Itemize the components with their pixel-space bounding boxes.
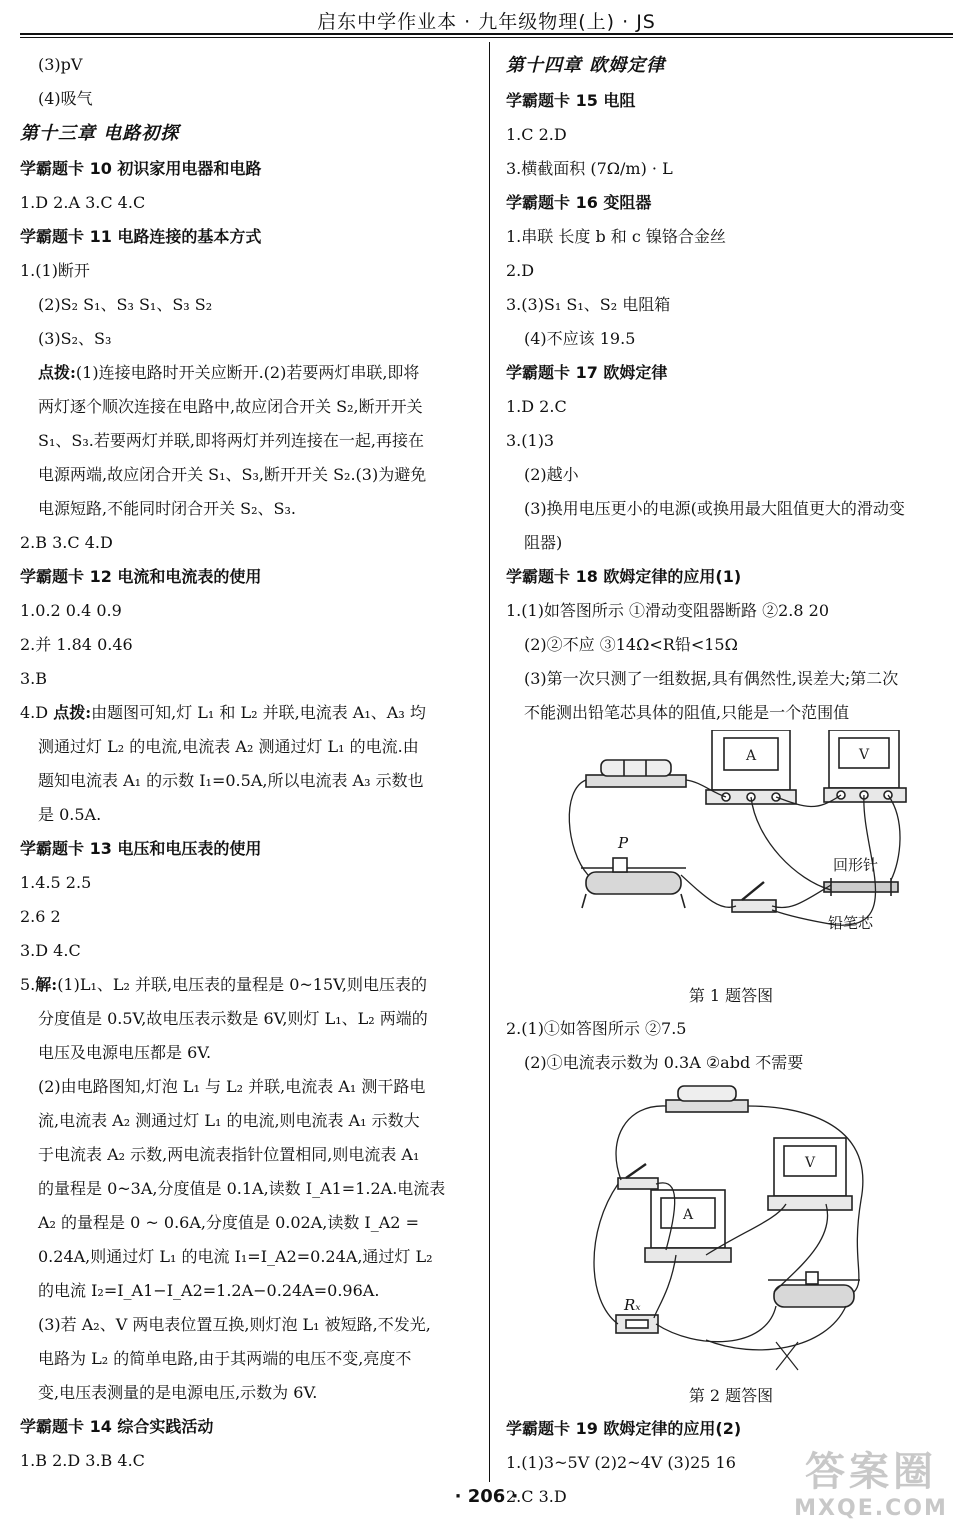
resistor-rx-icon bbox=[616, 1315, 658, 1333]
answer-line: (3)换用电压更小的电源(或换用最大阻值更大的滑动变 bbox=[524, 499, 905, 518]
answer-line: 2.D bbox=[506, 261, 535, 280]
figure-1-caption: 第 1 题答图 bbox=[688, 986, 774, 1005]
answer-line: (3)第一次只测了一组数据,具有偶然性,误差大;第二次 bbox=[524, 669, 899, 688]
answer-line: 3.(1)3 bbox=[506, 431, 555, 450]
voltmeter-icon bbox=[824, 730, 906, 802]
answer-line: 1.(1)如答图所示 ①滑动变阻器断路 ②2.8 20 bbox=[506, 601, 829, 620]
answer-line: 1.D 2.A 3.C 4.C bbox=[20, 193, 146, 212]
answer-line: 3.横截面积 (7Ω/m) · L bbox=[506, 159, 673, 178]
svg-text:V: V bbox=[804, 1155, 816, 1171]
answer-line: 3.(3)S₁ S₁、S₂ 电阻箱 bbox=[506, 295, 671, 314]
answer-line: 1.串联 长度 b 和 c 镍铬合金丝 bbox=[506, 227, 726, 246]
section-heading: 学霸题卡 19 欧姆定律的应用(2) bbox=[506, 1419, 742, 1438]
answer-line: 流,电流表 A₂ 测通过灯 L₁ 的电流,则电流表 A₁ 示数大 bbox=[38, 1111, 420, 1130]
lead-in: 解: bbox=[35, 975, 58, 994]
voltmeter-icon bbox=[768, 1138, 852, 1210]
answer-line: 两灯逐个顺次连接在电路中,故应闭合开关 S₂,断开开关 bbox=[38, 397, 423, 416]
answer-line: (3)S₂、S₃ bbox=[38, 329, 112, 348]
answer-line: 测通过灯 L₂ 的电流,电流表 A₂ 测通过灯 L₁ 的电流.由 bbox=[38, 737, 419, 756]
answer-line: 1.(1)断开 bbox=[20, 261, 90, 280]
section-heading: 学霸题卡 14 综合实践活动 bbox=[20, 1417, 214, 1436]
answer-line: 不能测出铅笔芯具体的阻值,只能是一个范围值 bbox=[524, 703, 850, 722]
answer-line: (2)越小 bbox=[524, 465, 579, 484]
answer-line: (2)S₂ S₁、S₃ S₁、S₃ S₂ bbox=[38, 295, 213, 314]
answer-line: S₁、S₃.若要两灯并联,即将两灯并列连接在一起,再接在 bbox=[38, 431, 425, 450]
answer-line: 3.B bbox=[20, 669, 48, 688]
section-heading: 学霸题卡 17 欧姆定律 bbox=[506, 363, 668, 382]
answer-line: 的电流 I₂=I_A1−I_A2=1.2A−0.24A=0.96A. bbox=[38, 1281, 380, 1300]
answer-line: 点拨:(1)连接电路时开关应断开.(2)若要两灯串联,即将 bbox=[38, 363, 420, 382]
answer-line: (4)不应该 19.5 bbox=[524, 329, 636, 348]
answer-line: 电路为 L₂ 的简单电路,由于其两端的电压不变,亮度不 bbox=[38, 1349, 412, 1368]
battery-icon bbox=[586, 760, 686, 787]
label-p: P bbox=[618, 834, 629, 852]
header-rule-thin bbox=[20, 37, 953, 38]
answer-line: 1.B 2.D 3.B 4.C bbox=[20, 1451, 145, 1470]
watermark-logo bbox=[791, 1448, 951, 1528]
label-paperclip: 回形针 bbox=[833, 856, 879, 874]
ammeter-icon bbox=[706, 730, 796, 804]
answer-line: 1.(1)3~5V (2)2~4V (3)25 16 bbox=[506, 1453, 736, 1472]
rheostat-icon bbox=[581, 858, 686, 908]
circuit-diagram-1 bbox=[506, 730, 956, 980]
figure-2-caption: 第 2 题答图 bbox=[688, 1386, 774, 1405]
section-heading: 学霸题卡 15 电阻 bbox=[506, 91, 636, 110]
section-heading: 学霸题卡 10 初识家用电器和电路 bbox=[20, 159, 262, 178]
lead-in: 点拨: bbox=[38, 363, 76, 382]
rheostat-icon bbox=[768, 1272, 860, 1307]
answer-line: 电压及电源电压都是 6V. bbox=[38, 1043, 212, 1062]
answer-line: 是 0.5A. bbox=[38, 805, 102, 824]
answer-line: 2.并 1.84 0.46 bbox=[20, 635, 133, 654]
answer-line: 1.4.5 2.5 bbox=[20, 873, 92, 892]
answer-line: 3.D 4.C bbox=[20, 941, 81, 960]
answer-line: 电源短路,不能同时闭合开关 S₂、S₃. bbox=[38, 499, 297, 518]
header-rule bbox=[20, 33, 953, 35]
answer-line: 2.6 2 bbox=[20, 907, 61, 926]
page-header bbox=[0, 0, 973, 40]
answer-line: 1.C 2.D bbox=[506, 125, 567, 144]
section-heading: 学霸题卡 12 电流和电流表的使用 bbox=[20, 567, 262, 586]
answer-line: 1.0.2 0.4 0.9 bbox=[20, 601, 122, 620]
answer-line: (4)吸气 bbox=[38, 89, 93, 108]
watermark-text: 答案圈 bbox=[805, 1449, 937, 1495]
section-heading: 学霸题卡 13 电压和电压表的使用 bbox=[20, 839, 262, 858]
label-rx: Rₓ bbox=[624, 1296, 641, 1314]
watermark-url: MXQE.COM bbox=[794, 1496, 948, 1521]
switch-icon bbox=[732, 882, 776, 912]
chapter-title: 第十四章 欧姆定律 bbox=[506, 55, 666, 76]
lead-in: 点拨: bbox=[53, 703, 92, 722]
svg-text:V: V bbox=[858, 747, 870, 763]
answer-line: 4.D 点拨:由题图可知,灯 L₁ 和 L₂ 并联,电流表 A₁、A₃ 均 bbox=[20, 703, 426, 722]
answer-line: (2)②不应 ③14Ω<R铅<15Ω bbox=[524, 635, 738, 654]
right-mid-section bbox=[506, 1012, 956, 1080]
answer-line: 阻器) bbox=[524, 533, 563, 552]
answer-line: 2.(1)①如答图所示 ②7.5 bbox=[506, 1019, 687, 1038]
answer-line: 电源两端,故应闭合开关 S₁、S₃,断开开关 S₂.(3)为避免 bbox=[38, 465, 427, 484]
answer-line: 0.24A,则通过灯 L₁ 的电流 I₁=I_A2=0.24A,通过灯 L₂ bbox=[38, 1247, 433, 1266]
column-divider bbox=[489, 42, 490, 1482]
answer-line: (2)由电路图知,灯泡 L₁ 与 L₂ 并联,电流表 A₁ 测干路电 bbox=[38, 1077, 426, 1096]
header-title: 启东中学作业本 · 九年级物理(上) · JS bbox=[317, 11, 656, 33]
page-number: · 206 · bbox=[454, 1486, 519, 1507]
right-column bbox=[506, 48, 956, 1514]
answer-line: (2)①电流表示数为 0.3A ②abd 不需要 bbox=[524, 1053, 804, 1072]
chapter-title: 第十三章 电路初探 bbox=[20, 123, 180, 144]
answer-line: 2.B 3.C 4.D bbox=[20, 533, 113, 552]
answer-line: 于电流表 A₂ 示数,两电流表指针位置相同,则电流表 A₁ bbox=[38, 1145, 420, 1164]
answer-line: 5.解:(1)L₁、L₂ 并联,电压表的量程是 0~15V,则电压表的 bbox=[20, 975, 427, 994]
answer-line: 分度值是 0.5V,故电压表示数是 6V,则灯 L₁、L₂ 两端的 bbox=[38, 1009, 428, 1028]
section-heading: 学霸题卡 16 变阻器 bbox=[506, 193, 652, 212]
figure-2 bbox=[506, 1080, 956, 1380]
right-top-section bbox=[506, 48, 956, 730]
answer-line: 的量程是 0~3A,分度值是 0.1A,读数 I_A1=1.2A.电流表 bbox=[38, 1179, 446, 1198]
answer-line: 变,电压表测量的是电源电压,示数为 6V. bbox=[38, 1383, 318, 1402]
answer-line: (3)若 A₂、V 两电表位置互换,则灯泡 L₁ 被短路,不发光, bbox=[38, 1315, 431, 1334]
svg-text:A: A bbox=[682, 1207, 694, 1223]
answer-line: 题知电流表 A₁ 的示数 I₁=0.5A,所以电流表 A₃ 示数也 bbox=[38, 771, 424, 790]
section-heading: 学霸题卡 11 电路连接的基本方式 bbox=[20, 227, 262, 246]
left-column bbox=[20, 48, 475, 1478]
switch-icon bbox=[618, 1164, 658, 1189]
answer-line: 1.D 2.C bbox=[506, 397, 567, 416]
pencil-lead-icon bbox=[824, 878, 898, 896]
svg-text:A: A bbox=[745, 748, 757, 764]
label-pencil-lead: 铅笔芯 bbox=[828, 914, 874, 932]
figure-1 bbox=[506, 730, 956, 980]
ammeter-icon bbox=[645, 1190, 731, 1262]
battery-icon bbox=[666, 1086, 748, 1112]
answer-line: (3)pV bbox=[38, 55, 83, 74]
section-heading: 学霸题卡 18 欧姆定律的应用(1) bbox=[506, 567, 742, 586]
answer-line: A₂ 的量程是 0 ~ 0.6A,分度值是 0.02A,读数 I_A2 = bbox=[38, 1213, 419, 1232]
circuit-diagram-2 bbox=[506, 1080, 956, 1380]
answer-line: 2.C 3.D bbox=[506, 1487, 567, 1506]
